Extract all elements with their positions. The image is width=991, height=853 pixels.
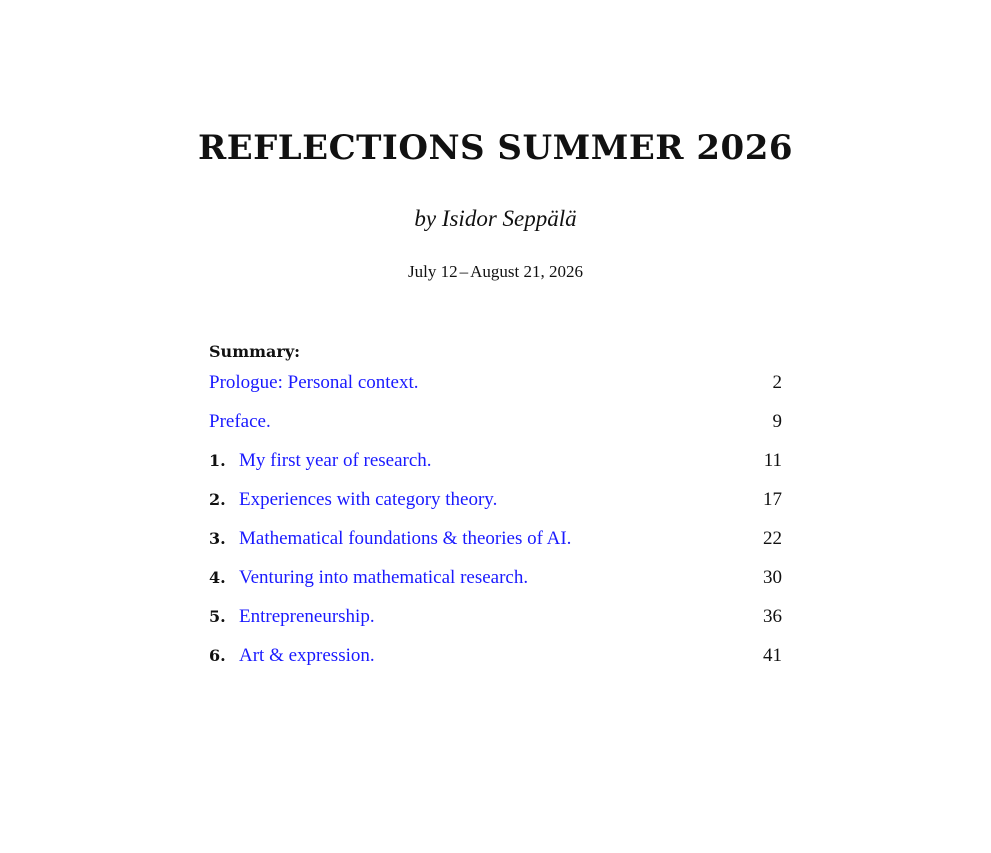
- toc-entry-3: [209, 528, 782, 567]
- date-separator: –: [459, 262, 469, 281]
- summary-heading: Summary:: [209, 342, 301, 361]
- toc-chapter-number: 4.: [209, 568, 226, 587]
- toc-entry-1: [209, 450, 782, 489]
- toc-chapter-number: 5.: [209, 607, 226, 626]
- author-byline: by Isidor Seppälä: [414, 206, 577, 231]
- toc-page-number: 36: [763, 606, 782, 627]
- toc-link-chapter-2[interactable]: Experiences with category theory.: [239, 489, 498, 510]
- toc-chapter-number: 2.: [209, 490, 226, 509]
- toc-entry-2: [209, 489, 782, 528]
- toc-link-chapter-1[interactable]: My first year of research.: [239, 450, 432, 471]
- toc-link-chapter-3[interactable]: Mathematical foundations & theories of AI.: [239, 528, 572, 549]
- toc-page-number: 2: [772, 372, 782, 393]
- toc-chapter-number: 1.: [209, 451, 226, 470]
- toc-page-number: 17: [763, 489, 782, 510]
- toc-page-number: 41: [763, 645, 782, 666]
- toc-page-number: 9: [772, 411, 782, 432]
- date-range: [0, 262, 991, 282]
- toc-chapter-number: 6.: [209, 646, 226, 665]
- toc-page-number: 22: [763, 528, 782, 549]
- document-title: REFLECTIONS SUMMER 2026: [197, 128, 794, 168]
- toc-page-number: 11: [763, 450, 782, 471]
- toc-chapter-number: 3.: [209, 529, 226, 548]
- toc-entry-4: [209, 567, 782, 606]
- toc-link-prologue[interactable]: Prologue: Personal context.: [209, 372, 419, 393]
- toc-link-chapter-4[interactable]: Venturing into mathematical research.: [239, 567, 529, 588]
- toc-entry-preface: [209, 411, 782, 450]
- date-start: July 12: [408, 262, 458, 281]
- toc-entry-5: [209, 606, 782, 645]
- toc-entry-prologue: [209, 372, 782, 411]
- date-end: August 21, 2026: [470, 262, 583, 281]
- table-of-contents: [209, 372, 782, 684]
- toc-link-chapter-6[interactable]: Art & expression.: [239, 645, 375, 666]
- toc-entry-6: [209, 645, 782, 684]
- toc-page-number: 30: [763, 567, 782, 588]
- toc-link-preface[interactable]: Preface.: [209, 411, 271, 432]
- toc-link-chapter-5[interactable]: Entrepreneurship.: [239, 606, 375, 627]
